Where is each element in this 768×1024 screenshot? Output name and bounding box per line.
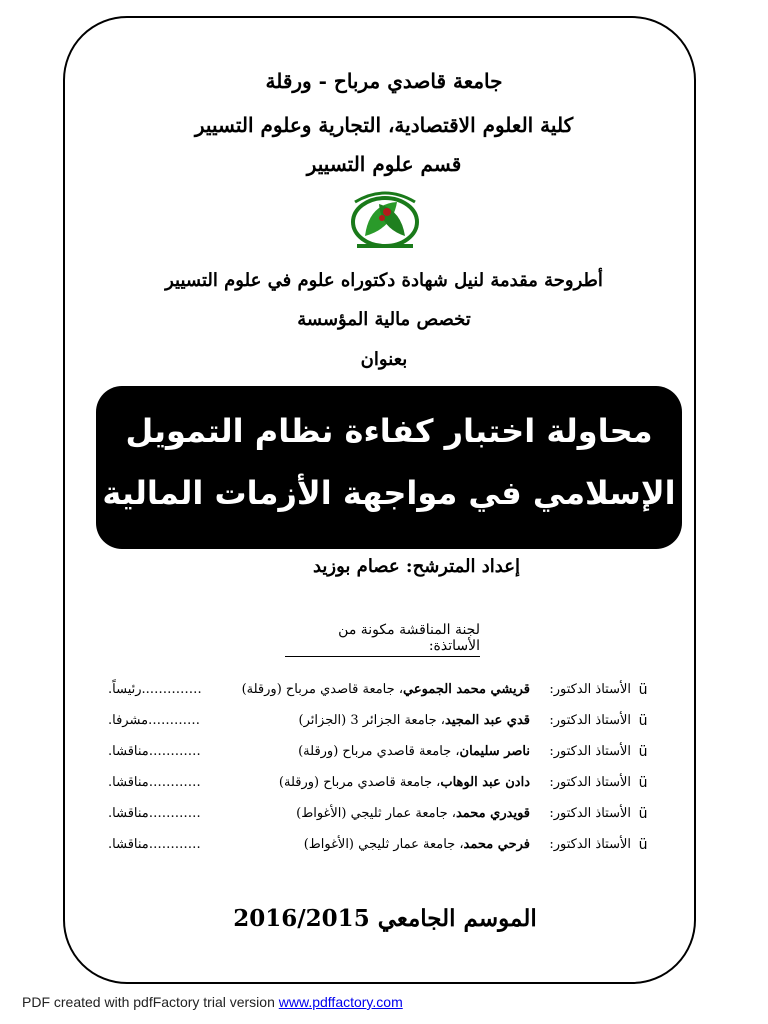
member-title: الأستاذ الدكتور: xyxy=(549,744,631,759)
check-icon: ü xyxy=(638,775,648,791)
member-title: الأستاذ الدكتور: xyxy=(549,682,631,697)
member-name-line xyxy=(240,806,530,821)
member-role: …………مناقشا. xyxy=(108,806,201,821)
member-name: قدي عبد المجيد xyxy=(445,713,530,728)
thesis-specialty: تخصص مالية المؤسسة xyxy=(297,309,471,330)
thesis-purpose: أطروحة مقدمة لنيل شهادة دكتوراه علوم في علوم التسيير xyxy=(165,270,603,291)
member-name-line xyxy=(240,837,530,852)
member-role: …………مشرفا. xyxy=(108,713,201,728)
member-name: فرحي محمد xyxy=(463,837,530,852)
member-name-line xyxy=(240,775,530,790)
check-icon: ü xyxy=(638,806,648,822)
committee-member xyxy=(0,682,768,706)
thesis-title-box xyxy=(96,386,682,549)
department-name: قسم علوم التسيير xyxy=(306,152,462,176)
committee-member xyxy=(0,713,768,737)
committee-member xyxy=(0,806,768,830)
member-name: ناصر سليمان xyxy=(459,744,530,759)
thesis-title-line1: محاولة اختبار كفاءة نظام التمويل xyxy=(125,412,653,450)
member-name: قويدري محمد xyxy=(455,806,530,821)
pdf-footer xyxy=(22,994,403,1010)
check-icon: ü xyxy=(638,682,648,698)
member-title: الأستاذ الدكتور: xyxy=(549,713,631,728)
member-name-line xyxy=(240,713,530,728)
member-role: …………مناقشا. xyxy=(108,837,201,852)
check-icon: ü xyxy=(638,713,648,729)
member-institution: ، جامعة الجزائر 3 (الجزائر) xyxy=(298,713,445,728)
academic-season: الموسم الجامعي 2016/2015 xyxy=(233,905,537,932)
member-name-line xyxy=(240,682,530,697)
university-logo-icon xyxy=(335,186,435,254)
check-icon: ü xyxy=(638,744,648,760)
member-title: الأستاذ الدكتور: xyxy=(549,806,631,821)
committee-member xyxy=(0,744,768,768)
footer-link[interactable]: www.pdffactory.com xyxy=(278,994,403,1010)
member-institution: ، جامعة عمار ثليجي (الأغواط) xyxy=(296,806,456,821)
titled-label: بعنوان xyxy=(360,349,408,370)
member-role: …………مناقشا. xyxy=(108,775,201,790)
university-name: جامعة قاصدي مرباح - ورقلة xyxy=(265,69,503,93)
footer-text: PDF created with pdfFactory trial version xyxy=(22,994,279,1010)
candidate-line: إعداد المترشح: عصام بوزيد xyxy=(312,556,520,577)
thesis-title-line2: الإسلامي في مواجهة الأزمات المالية xyxy=(102,474,676,512)
member-name-line xyxy=(240,744,530,759)
committee-heading: لجنة المناقشة مكونة من الأساتذة: xyxy=(285,622,480,657)
committee-member xyxy=(0,775,768,799)
member-institution: ، جامعة قاصدي مرباح (ورقلة) xyxy=(298,744,460,759)
member-name: دادن عبد الوهاب xyxy=(440,775,530,790)
committee-member xyxy=(0,837,768,861)
member-institution: ، جامعة قاصدي مرباح (ورقلة) xyxy=(241,682,404,697)
check-icon: ü xyxy=(638,837,648,853)
member-role: …………مناقشا. xyxy=(108,744,201,759)
member-institution: ، جامعة عمار ثليجي (الأغواط) xyxy=(303,837,464,852)
faculty-name: كلية العلوم الاقتصادية، التجارية وعلوم التسيير xyxy=(194,113,574,137)
member-title: الأستاذ الدكتور: xyxy=(549,837,631,852)
member-role: …………..رئيساً. xyxy=(108,682,202,697)
member-institution: ، جامعة قاصدي مرباح (ورقلة) xyxy=(278,775,441,790)
member-name: قريشي محمد الجموعي xyxy=(403,682,530,697)
member-title: الأستاذ الدكتور: xyxy=(549,775,631,790)
